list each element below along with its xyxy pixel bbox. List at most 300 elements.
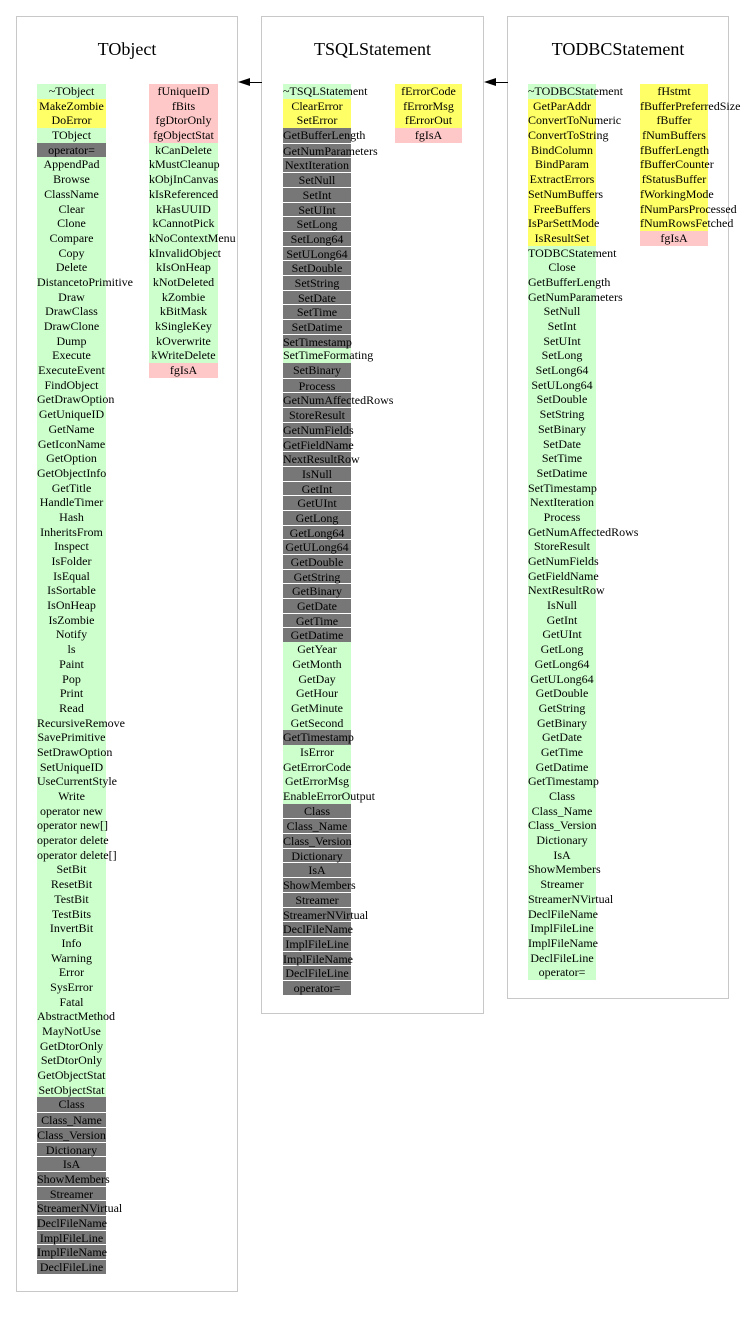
method-label: StreamerNVirtual (283, 907, 369, 922)
member-list (395, 84, 462, 143)
method-item (528, 598, 596, 613)
method-item (528, 730, 596, 745)
method-item (283, 833, 351, 848)
method-label: ~TSQLStatement (283, 84, 368, 98)
method-item (528, 907, 596, 922)
method-item (37, 657, 106, 672)
method-item (37, 715, 125, 731)
method-item (37, 495, 106, 510)
member-item (149, 143, 218, 158)
member-item (149, 348, 218, 363)
method-item (37, 877, 106, 892)
method-item (283, 921, 351, 936)
method-item (528, 745, 596, 760)
method-label: Class_Name (531, 803, 593, 818)
method-label: GetFieldName (528, 568, 599, 583)
method-item (37, 554, 106, 569)
method-label: GetDatime (290, 628, 344, 643)
method-item (283, 598, 351, 613)
method-item (528, 466, 596, 481)
method-label: StreamerNVirtual (37, 1201, 123, 1216)
method-label: GetInt (546, 612, 578, 627)
method-label: GetDouble (535, 686, 589, 701)
member-item (149, 304, 218, 319)
method-item (283, 304, 351, 319)
method-label: GetOption (46, 451, 97, 466)
method-label: TObject (51, 128, 92, 143)
method-item (528, 202, 596, 217)
class-box-tobject (16, 16, 238, 1292)
method-item (528, 392, 596, 407)
method-label: Class (303, 803, 330, 818)
member-label: kIsReferenced (149, 186, 219, 201)
method-label: Streamer (49, 1186, 94, 1201)
method-item (283, 437, 354, 452)
method-label: SetDatime (291, 320, 343, 334)
method-item (528, 774, 599, 789)
method-label: SetString (539, 407, 585, 422)
member-item (149, 187, 218, 202)
method-item (528, 289, 623, 305)
method-item (283, 554, 351, 569)
method-list (283, 84, 394, 995)
class-title: TSQLStatement (314, 39, 431, 59)
method-label: NextResultRow (283, 452, 360, 467)
method-label: SetError (296, 113, 338, 128)
method-item (37, 936, 106, 951)
member-label: fErrorMsg (403, 98, 454, 113)
method-item (528, 951, 596, 966)
method-label: Error (58, 965, 85, 980)
method-label: FindObject (44, 377, 99, 392)
method-item (37, 216, 106, 231)
method-label: ImplFileName (528, 935, 598, 950)
method-item (528, 451, 596, 466)
method-item (37, 1244, 106, 1259)
method-label: BindColumn (530, 142, 593, 157)
method-label: IsOnHeap (47, 598, 96, 613)
method-item (37, 1156, 106, 1171)
method-item (528, 936, 596, 951)
method-label: GetDate (542, 730, 582, 745)
method-item (37, 701, 106, 716)
method-label: Write (58, 789, 85, 803)
method-item (283, 113, 351, 128)
method-label: EnableErrorOutput (283, 789, 375, 803)
method-label: GetULong64 (530, 671, 594, 686)
method-item (283, 569, 351, 584)
member-item (149, 275, 218, 290)
method-item (283, 980, 351, 995)
method-item (37, 598, 106, 613)
method-label: GetDate (297, 599, 337, 614)
method-label: GetTitle (51, 480, 92, 495)
method-label: IsNull (547, 598, 577, 613)
method-item (528, 701, 596, 716)
member-item (395, 99, 462, 114)
method-label: Execute (52, 348, 91, 363)
method-label: DrawClass (45, 304, 98, 319)
method-label: SetTime (541, 451, 583, 466)
method-label: GetHour (296, 686, 338, 701)
method-item (37, 1200, 123, 1216)
method-item (283, 348, 374, 363)
method-item (528, 422, 596, 437)
method-item (283, 583, 351, 598)
method-item (37, 569, 106, 584)
member-label: kCanDelete (155, 142, 212, 157)
method-item (37, 744, 113, 760)
method-label: SetULong64 (286, 246, 348, 261)
method-item (37, 818, 106, 833)
method-item (283, 187, 351, 202)
method-label: IsEqual (53, 568, 90, 583)
method-item (528, 348, 596, 363)
method-item (283, 451, 360, 467)
method-item (37, 1009, 115, 1024)
method-label: GetNumFields (528, 554, 599, 568)
inheritance-arrow-line (492, 82, 508, 83)
method-label: SetULong64 (531, 377, 593, 392)
method-item (528, 672, 596, 687)
method-label: SetDate (543, 436, 581, 451)
method-item (37, 1230, 106, 1245)
method-label: GetObjectInfo (37, 465, 107, 480)
method-label: DrawClone (43, 319, 100, 333)
method-item (283, 951, 351, 966)
method-item (528, 877, 596, 892)
method-item (37, 187, 106, 202)
member-label: fgIsA (169, 363, 198, 378)
method-label: operator delete[] (37, 847, 117, 862)
method-label: GetUInt (297, 496, 337, 511)
method-label: operator new (40, 803, 103, 818)
method-label: SetTimeFormating (283, 348, 374, 363)
method-label: SetBinary (293, 363, 341, 378)
method-label: Dump (56, 333, 87, 348)
method-item (528, 568, 599, 584)
method-item (283, 760, 351, 775)
member-label: kNoContextMenu (149, 230, 236, 245)
method-label: GetNumParameters (283, 143, 378, 158)
method-label: IsFolder (51, 554, 92, 568)
member-label: fBufferPreferredSize (640, 98, 741, 113)
method-label: Process (543, 509, 581, 524)
method-label: GetUInt (542, 627, 582, 642)
method-label: Streamer (540, 877, 584, 892)
method-item (37, 128, 106, 143)
method-label: Class (58, 1097, 85, 1112)
method-item (283, 157, 351, 172)
member-label: fgDtorOnly (155, 113, 212, 128)
method-item (283, 231, 351, 246)
method-item (37, 583, 106, 598)
method-item (37, 334, 106, 349)
method-label: ShowMembers (528, 862, 601, 877)
method-label: Class_Version (37, 1127, 106, 1142)
method-label: GetMonth (292, 656, 342, 671)
method-item (37, 1215, 106, 1230)
method-label: Clear (58, 201, 85, 216)
method-label: Clone (57, 216, 86, 231)
method-label: GetTime (540, 744, 584, 759)
method-item (37, 1097, 106, 1112)
member-item (149, 172, 218, 187)
method-item (528, 686, 596, 701)
method-label: GetDtorOnly (39, 1038, 104, 1053)
method-item (283, 246, 351, 261)
member-item (395, 84, 462, 99)
method-label: Process (298, 378, 336, 393)
method-item (37, 392, 115, 407)
member-item (640, 231, 708, 246)
member-item (395, 128, 462, 143)
method-item (528, 891, 614, 907)
method-item (283, 539, 351, 554)
method-label: ClearError (291, 98, 343, 113)
method-item (283, 877, 356, 893)
method-label: SetNull (543, 304, 581, 319)
method-item (283, 319, 351, 334)
method-label: GetUniqueID (38, 407, 105, 422)
member-label: fNumBuffers (642, 128, 706, 143)
method-item (528, 554, 599, 569)
method-item (37, 951, 106, 966)
method-item (37, 730, 106, 745)
method-item (283, 907, 369, 922)
method-item (283, 657, 351, 672)
method-label: ShowMembers (283, 878, 356, 893)
member-label: fHstmt (657, 84, 691, 98)
method-item (37, 907, 106, 922)
method-item (528, 128, 609, 143)
method-label: DeclFileName (528, 906, 598, 921)
method-item (37, 686, 106, 701)
method-label: operator= (293, 980, 341, 995)
method-item (283, 334, 351, 349)
method-item (528, 245, 617, 261)
method-item (283, 510, 351, 525)
method-item (37, 422, 106, 437)
method-item (528, 524, 639, 540)
method-label: SetUInt (543, 333, 581, 348)
method-item (37, 363, 106, 378)
method-item (283, 818, 351, 833)
method-item (283, 716, 351, 731)
member-item (640, 128, 708, 143)
method-item (283, 128, 366, 143)
member-label: kInvalidObject (149, 245, 221, 260)
method-item (528, 642, 596, 657)
method-label: StreamerNVirtual (528, 891, 614, 906)
method-item (37, 319, 106, 334)
method-label: ExecuteEvent (38, 363, 105, 378)
method-label: ImplFileLine (530, 921, 594, 936)
method-item (283, 363, 351, 378)
method-item (37, 539, 106, 554)
member-item (149, 363, 218, 378)
method-label: SetLong (541, 348, 583, 363)
method-item (37, 921, 106, 936)
member-item (640, 98, 741, 114)
method-item (283, 642, 351, 657)
method-item (37, 113, 106, 128)
method-item (528, 657, 596, 672)
method-label: Class_Name (41, 1113, 102, 1128)
member-label: kMustCleanup (149, 157, 220, 172)
method-item (37, 157, 106, 172)
method-item (283, 965, 351, 980)
method-label: GetDouble (290, 555, 344, 569)
method-item (283, 848, 351, 863)
method-item (283, 495, 351, 510)
method-label: GetSecond (290, 715, 344, 730)
method-label: SetString (294, 275, 340, 290)
inheritance-arrow-line (246, 82, 262, 83)
method-label: IsA (553, 847, 571, 862)
method-item (528, 848, 596, 863)
member-item (149, 216, 218, 231)
method-label: SetObjectStat (38, 1082, 105, 1097)
member-list (640, 84, 741, 246)
method-item (37, 143, 106, 158)
method-item (283, 701, 351, 716)
method-label: GetULong64 (285, 540, 349, 555)
method-label: Inspect (54, 539, 89, 554)
method-label: SetLong (296, 217, 338, 232)
method-label: Class_Name (286, 819, 348, 834)
method-item (528, 84, 623, 99)
member-label: kOverwrite (156, 333, 211, 348)
method-label: StoreResult (289, 408, 345, 423)
member-item (149, 157, 218, 172)
method-item (37, 99, 106, 114)
method-label: SysError (50, 979, 93, 994)
method-item (37, 980, 106, 995)
method-label: GetString (293, 569, 341, 584)
method-item (283, 936, 351, 951)
member-item (640, 84, 708, 99)
method-label: ResetBit (50, 877, 93, 892)
method-item (528, 231, 596, 246)
class-title: TODBCStatement (551, 39, 685, 59)
method-label: GetString (538, 700, 586, 715)
method-label: SetDate (298, 290, 336, 305)
member-label: fStatusBuffer (641, 172, 707, 187)
method-item (37, 1039, 106, 1054)
method-item (283, 804, 351, 819)
method-label: GetDatime (535, 759, 589, 774)
member-item (395, 113, 462, 128)
method-label: IsNull (302, 466, 332, 481)
method-item (283, 892, 351, 907)
method-label: Class (548, 789, 575, 803)
member-label: kNotDeleted (152, 274, 215, 289)
method-label: InheritsFrom (40, 524, 103, 539)
method-label: SavePrimitive (37, 730, 106, 745)
member-label: kObjInCanvas (149, 172, 219, 187)
method-label: TODBCStatement (528, 245, 617, 260)
method-label: IsA (62, 1157, 81, 1172)
method-label: SetDatime (536, 465, 588, 480)
method-item (283, 672, 351, 687)
method-label: Print (59, 686, 84, 701)
method-item (37, 510, 106, 525)
method-label: Compare (49, 230, 94, 245)
method-label: Class_Version (528, 818, 597, 833)
method-item (37, 451, 106, 466)
member-item (640, 113, 708, 128)
method-item (283, 99, 351, 114)
method-item (528, 818, 596, 833)
method-item (528, 921, 596, 936)
method-item (37, 1024, 106, 1039)
method-item (37, 1112, 106, 1127)
method-label: SetDouble (536, 392, 588, 407)
method-label: GetYear (297, 642, 337, 657)
method-label: StoreResult (534, 539, 590, 554)
method-item (528, 539, 596, 554)
method-item (528, 378, 596, 393)
member-label: fgIsA (414, 128, 443, 143)
method-label: Close (548, 260, 576, 275)
method-label: GetNumFields (283, 422, 354, 437)
method-label: SetTimestamp (283, 334, 352, 349)
method-label: GetLong (295, 510, 339, 525)
method-label: MakeZombie (39, 98, 104, 113)
method-label: HandleTimer (39, 495, 104, 510)
method-item (37, 84, 106, 99)
member-list (149, 84, 236, 378)
method-item (528, 510, 596, 525)
method-label: GetObjectStat (37, 1068, 106, 1083)
method-label: Copy (58, 245, 85, 260)
method-label: TestBits (51, 906, 92, 921)
method-label: GetBufferLength (283, 128, 366, 143)
method-item (528, 789, 596, 804)
method-item (528, 716, 596, 731)
method-item (528, 833, 596, 848)
method-item (528, 437, 596, 452)
member-label: fErrorOut (404, 113, 453, 128)
member-label: kWriteDelete (151, 348, 216, 363)
method-item (528, 804, 596, 819)
member-item (149, 245, 221, 261)
member-item (640, 216, 734, 231)
member-label: kHasUUID (156, 201, 211, 216)
method-label: FreeBuffers (533, 201, 591, 216)
method-label: GetMinute (291, 700, 343, 715)
method-label: GetErrorMsg (285, 774, 349, 789)
member-item (149, 290, 218, 305)
method-item (37, 481, 106, 496)
method-label: SetTimestamp (528, 480, 597, 495)
method-label: GetDay (298, 671, 336, 686)
method-label: ImplFileLine (39, 1230, 104, 1245)
method-item (283, 525, 351, 540)
member-label: fBuffer (656, 113, 692, 128)
member-label: fBufferLength (640, 142, 710, 157)
method-label: ls (67, 642, 76, 657)
method-item (283, 172, 351, 187)
method-label: BindParam (535, 157, 589, 172)
method-item (37, 525, 106, 540)
method-item (528, 99, 596, 114)
method-label: UseCurrentStyle (37, 774, 117, 789)
method-label: SetUInt (298, 202, 336, 217)
method-item (37, 202, 106, 217)
method-item (283, 745, 351, 760)
